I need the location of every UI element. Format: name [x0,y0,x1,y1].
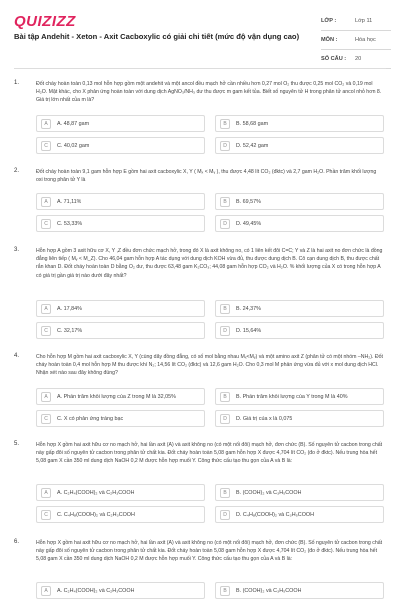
question-text: Hỗn hợp X gồm hai axit hữu cơ no mạch hở, hai lần axit (A) và axit không no (có một nối đôi) mạch hở, đơn chức (B). Số nguyên tử cacbon trong chất này gấp đôi số nguyên tử cacbon trong phân tử chất kia. Đốt cháy hoàn toàn 5,08 gam hỗn hợp X được 4,704 lít CO₂ (đo ở đktc). Nếu trung hòa hết 5,08 gam X cần 350 ml dung dịch NaOH 0,2 M được hỗn hợp muối Y. Công thức cấu tạo thu gọn của A và B là: [36,540,383,563]
option-b[interactable] [215,388,384,405]
option-text: C. C₄H₈(COOH)₂ và C₂H₃COOH [57,511,135,518]
option-letter: B [220,392,230,402]
page-header [0,0,400,68]
option-text: D. 49,45% [236,220,262,227]
question-text: Hỗn hợp X gồm hai axit hữu cơ no mạch hở, hai lần axit (A) và axit không no (có một nối đôi) mạch hở, đơn chức (B). Số nguyên tử cacbon trong chất này gấp đôi số nguyên tử cacbon trong phân tử chất kia. Đốt cháy hoàn toàn 5,08 gam hỗn hợp X được 4,704 lít CO₂ (đo ở đktc). Nếu trung hòa hết 5,08 gam X cần 350 ml dung dịch NaOH 0,2 M được hỗn hợp muối Y. Công thức cấu tạo thu gọn của A và B là: [36,442,383,465]
option-b[interactable] [215,582,384,599]
option-b[interactable] [215,300,384,317]
option-letter: C [41,510,51,520]
option-text: A. C₂H₄(COOH)₂ và C₂H₃COOH [57,587,135,594]
option-letter: B [220,197,230,207]
option-text: B. (COOH)₂ và C₃H₅COOH [236,489,302,496]
option-c[interactable] [36,215,205,232]
question-text: Đốt cháy hoàn toàn 9,1 gam hỗn hợp E gồm hai axit cacboxylic X, Y ( Mₓ < Mᵧ ), thu được 4,48 lít CO₂ (đktc) và 2,7 gam H₂O. Phần trăm khối lượng oxi trong phân tử Y là [36,169,377,184]
option-letter: B [220,304,230,314]
option-text: A. C₂H₄(COOH)₂ và C₂H₃COOH [57,489,135,496]
question-number: 1. [14,80,20,86]
option-text: C. 53,33% [57,220,83,227]
option-letter: D [220,414,230,424]
meta-label: MÔN : [321,37,338,43]
option-c[interactable] [36,410,205,427]
question-number: 4. [14,353,20,359]
option-a[interactable] [36,115,205,132]
option-letter: A [41,392,51,402]
option-text: B. 69,57% [236,198,261,205]
option-letter: D [220,510,230,520]
option-text: B. Phần trăm khối lượng của Y trong M là 40% [236,393,348,400]
question-number: 5. [14,441,20,447]
option-letter: A [41,488,51,498]
option-letter: D [220,326,230,336]
question-number: 2. [14,168,20,174]
option-text: B. 58,68 gam [236,120,269,127]
option-text: C. X có phản ứng tráng bạc [57,415,124,422]
option-letter: B [220,119,230,129]
question-number: 6. [14,539,20,545]
option-b[interactable] [215,484,384,501]
meta-value: 20 [355,56,362,62]
question-number: 3. [14,247,20,253]
option-text: D. 52,42 gam [236,142,269,149]
option-letter: B [220,488,230,498]
option-text: B. 24,37% [236,305,261,312]
option-letter: A [41,304,51,314]
option-a[interactable] [36,388,205,405]
worksheet-title: Bài tập Andehit - Xeton - Axit Cacboxylic có giải chi tiết (mức độ vận dụng cao) [14,32,300,41]
option-a[interactable] [36,484,205,501]
option-text: C. 32,17% [57,327,83,334]
question-text: Hỗn hợp A gồm 3 axit hữu cơ X, Y ,Z đều đơn chức mạch hở, trong đó X là axit không no, có 1 liên kết đôi C=C; Y và Z là hai axit no đơn chức là đồng đẳng liên tiếp ( Mᵧ < M_Z). Cho 46,04 gam hỗn hợp A tác dụng với dung dịch KOH vừa đủ, thu được dung dịch B. Cô cạn dung dịch B, thu được chất rắn khan D. Đốt cháy hoàn toàn D bằng O₂ dư, thu được 63,48 gam K₂CO₃; 44,08 gam hỗn hợp CO₂ và H₂O. % khối lượng của X có trong hỗn hợp A có giá trị gần giá trị nào dưới đây nhất? [36,248,383,279]
option-letter: B [220,586,230,596]
option-letter: C [41,414,51,424]
option-text: A. 17,84% [57,305,82,312]
option-d[interactable] [215,410,384,427]
option-letter: A [41,119,51,129]
option-text: D. Giá trị của x là 0,075 [236,415,293,422]
option-a[interactable] [36,193,205,210]
quizizz-logo: QUIZIZZ [14,13,76,30]
option-text: A. 71,11% [57,198,82,205]
option-letter: D [220,219,230,229]
meta-value: Hóa học [355,37,376,43]
meta-row-subject [321,31,391,50]
option-text: C. 40,02 gam [57,142,90,149]
question-text: Cho hỗn hợp M gồm hai axit cacboxylic X, Y (cùng dãy đồng đẳng, có số mol bằng nhau Mₓ<Mᵧ) và một amino axit Z (phân tử có một nhóm –NH₂). Đốt cháy hoàn toàn 0,4 mol hỗn hợp M thu được khí N₂; 14,56 lít CO₂ (đktc) và 12,6 gam H₂O. Cho 0,3 mol M phản ứng vừa đủ với x mol dung dịch HCl. Nhận xét nào sau đây không đúng? [36,354,383,377]
option-letter: A [41,197,51,207]
option-d[interactable] [215,137,384,154]
worksheet-meta [321,12,391,69]
option-d[interactable] [215,215,384,232]
option-a[interactable] [36,300,205,317]
meta-value: Lớp 11 [355,18,373,24]
option-text: D. 15,64% [236,327,262,334]
option-letter: A [41,586,51,596]
question-text: Đốt cháy hoàn toàn 0,13 mol hỗn hợp gồm một andehit và một ancol đều mạch hở cần nhiều hơn 0,27 mol O₂ thu được 0,25 mol CO₂ và 0,19 mol H₂O. Mặt khác, cho X phản ứng hoàn toàn với dung dịch AgNO₃/NH₃ dư thu được m gam kết tủa. Biết số nguyên tử H trong phân tử ancol nhỏ hơn 8. Giá trị lớn nhất của m là? [36,81,382,104]
option-text: B. (COOH)₂ và C₃H₅COOH [236,587,302,594]
option-b[interactable] [215,115,384,132]
meta-label: LỚP : [321,18,337,24]
option-text: A. 48,87 gam [57,120,90,127]
option-letter: C [41,326,51,336]
meta-label: SỐ CÂU : [321,56,347,62]
option-d[interactable] [215,506,384,523]
meta-row-question-count [321,50,391,69]
option-letter: D [220,141,230,151]
option-text: D. C₄H₈(COOH)₂ và C₃H₅COOH [236,511,314,518]
header-divider [14,68,386,69]
option-letter: C [41,141,51,151]
option-d[interactable] [215,322,384,339]
meta-row-grade [321,12,391,31]
option-text: A. Phần trăm khối lượng của Z trong M là 32,05% [57,393,176,400]
option-c[interactable] [36,322,205,339]
option-c[interactable] [36,506,205,523]
option-b[interactable] [215,193,384,210]
option-letter: C [41,219,51,229]
option-c[interactable] [36,137,205,154]
option-a[interactable] [36,582,205,599]
